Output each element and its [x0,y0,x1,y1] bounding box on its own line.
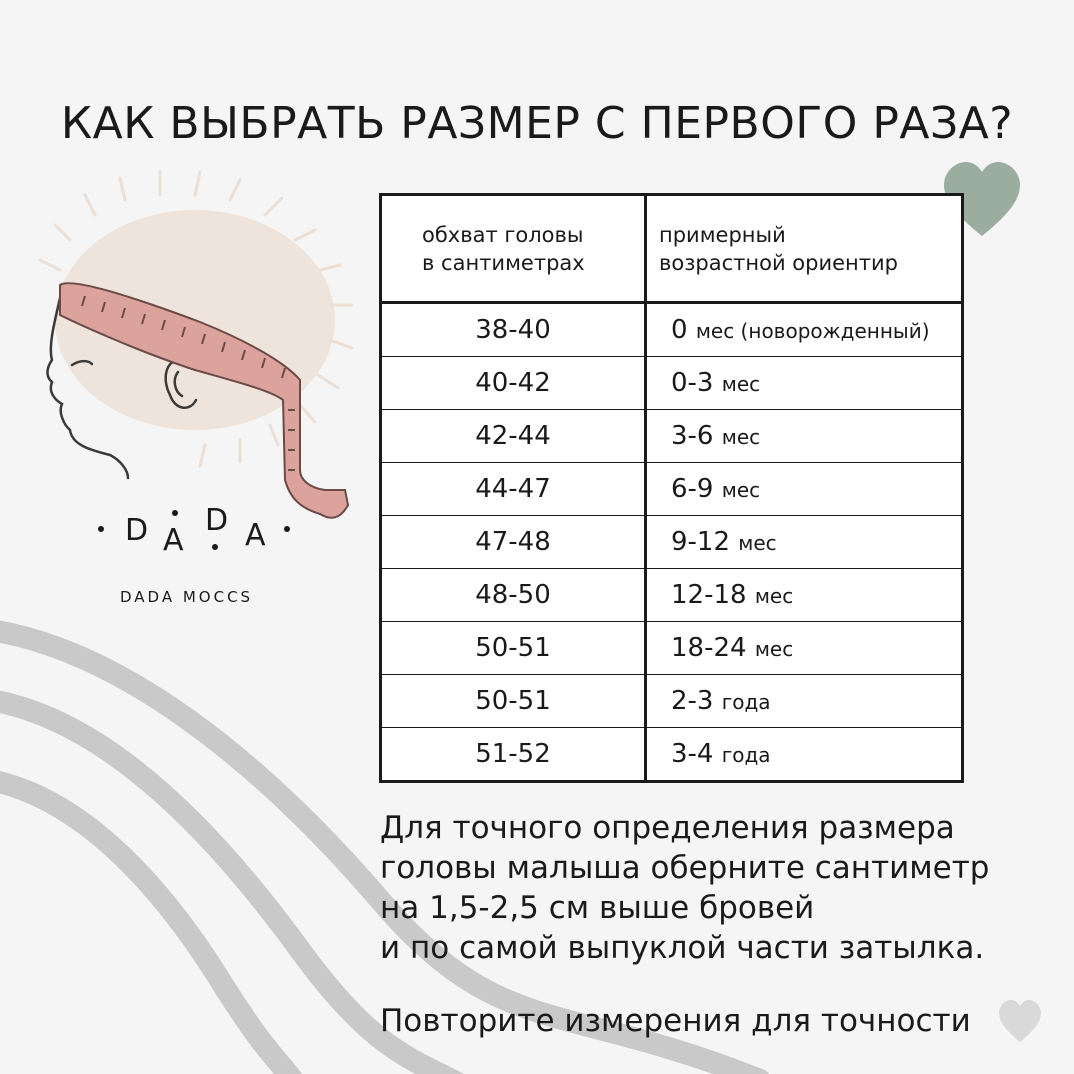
table-row [381,303,963,357]
header-girth-line2: в сантиметрах [422,250,585,275]
measurement-instructions [380,808,1060,968]
header-age [646,195,963,303]
girth-cell: 40-42 [381,357,646,410]
table-row [381,410,963,463]
age-unit: года [721,743,771,767]
table-row [381,675,963,728]
age-unit: мес [721,425,761,449]
instruction-line: Для точного определения размера [380,810,955,846]
header-girth-line1: обхват головы [422,222,584,247]
girth-cell: 50-51 [381,622,646,675]
table-row [381,728,963,782]
age-cell [646,410,963,463]
age-number: 0 [671,315,688,345]
age-number: 3-6 [671,421,714,451]
age-cell [646,516,963,569]
age-number: 18-24 [671,633,747,663]
header-age-line1: примерный [659,222,786,247]
age-number: 9-12 [671,527,731,557]
dada-logo [95,505,295,555]
table-body [381,303,963,782]
girth-cell: 51-52 [381,728,646,782]
girth-cell: 42-44 [381,410,646,463]
svg-text:A: A [245,518,266,553]
svg-text:A: A [163,523,184,555]
repeat-measurement-text: Повторите измерения для точности [380,1003,971,1039]
age-cell [646,675,963,728]
header-girth [381,195,646,303]
table-row [381,622,963,675]
age-cell [646,728,963,782]
age-unit: мес [754,637,794,661]
table-row [381,463,963,516]
age-unit: мес [754,584,794,608]
age-number: 3-4 [671,739,714,769]
age-number: 0-3 [671,368,714,398]
age-number: 2-3 [671,686,714,716]
table-row [381,569,963,622]
age-cell [646,622,963,675]
age-cell [646,357,963,410]
age-unit: мес (новорожденный) [695,319,930,343]
age-unit: мес [738,531,777,555]
girth-cell: 38-40 [381,303,646,357]
age-unit: мес [721,478,761,502]
age-cell [646,463,963,516]
girth-cell: 48-50 [381,569,646,622]
table-row [381,357,963,410]
instruction-line: головы малыша оберните сантиметр [380,850,990,886]
heart-icon [999,1000,1041,1042]
age-cell [646,303,963,357]
girth-cell: 44-47 [381,463,646,516]
brand-name: DADA MOCCS [120,588,254,606]
age-unit: мес [721,372,761,396]
girth-cell: 50-51 [381,675,646,728]
age-cell [646,569,963,622]
age-number: 6-9 [671,474,714,504]
instruction-line: на 1,5-2,5 см выше бровей [380,890,815,926]
age-unit: года [721,690,771,714]
size-table [379,193,964,783]
table-row [381,516,963,569]
girth-cell: 47-48 [381,516,646,569]
age-number: 12-18 [671,580,747,610]
svg-text:D: D [205,505,229,538]
table-header-row [381,195,963,303]
instruction-line: и по самой выпуклой части затылка. [380,930,985,966]
svg-text:D: D [125,513,149,548]
header-age-line2: возрастной ориентир [659,250,898,275]
page-title: КАК ВЫБРАТЬ РАЗМЕР С ПЕРВОГО РАЗА? [60,98,1014,149]
